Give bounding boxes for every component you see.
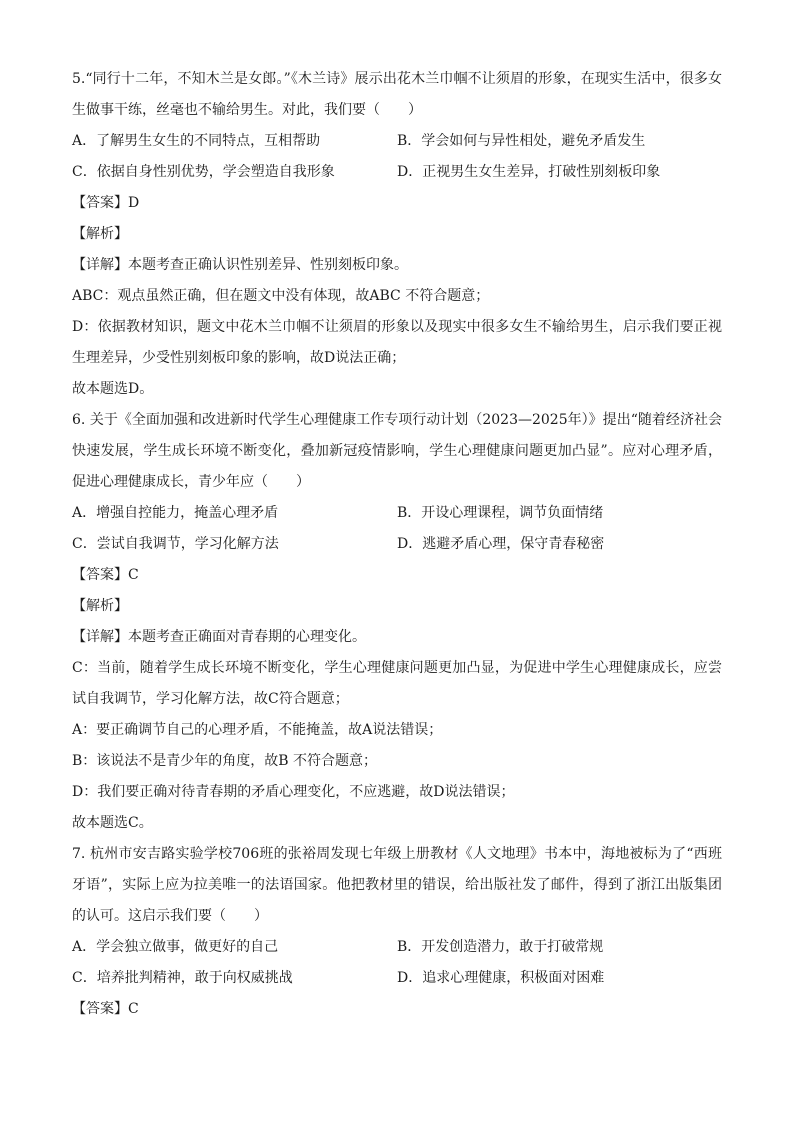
- explanation-line: ABC：观点虽然正确，但在题文中没有体现，故ABC 不符合题意；: [72, 288, 490, 304]
- question-6-stem: 6. 关于《全面加强和改进新时代学生心理健康工作专项行动计划（2023—2025年）》提出“随着经济社会快速发展，学生成长环境不断变化，叠加新冠疫情影响，学生心理健康问题更加凸显”。应对心理矛盾，促进心理健康成长，青少年应（ ）: [72, 412, 722, 490]
- question-6: [72, 405, 722, 839]
- option-c: C．依据自身性别优势，学会塑造自我形象: [72, 164, 335, 180]
- analysis-label: 【解析】: [72, 598, 128, 614]
- detail: 【详解】本题考查正确面对青春期的心理变化。: [72, 629, 366, 645]
- option-a: A．学会独立做事，做更好的自己: [72, 939, 279, 955]
- explanation-line: D：依据教材知识，题文中花木兰巾帼不让须眉的形象以及现实中很多女生不输给男生，启示我们要正视生理差异，少受性别刻板印象的影响，故D说法正确；: [72, 319, 722, 366]
- option-a: A．增强自控能力，掩盖心理矛盾: [72, 505, 279, 521]
- option-a: A．了解男生女生的不同特点，互相帮助: [72, 133, 321, 149]
- question-5: [72, 64, 722, 405]
- answer: 【答案】D: [72, 195, 140, 211]
- answer: 【答案】C: [72, 567, 139, 583]
- question-7-options: [72, 932, 722, 994]
- analysis-label: 【解析】: [72, 226, 128, 242]
- question-5-stem: 5.“同行十二年，不知木兰是女郎。”《木兰诗》展示出花木兰巾帼不让须眉的形象，在现实生活中，很多女生做事干练，丝毫也不输给男生。对此，我们要（ ）: [72, 71, 722, 118]
- option-d: D．正视男生女生差异，打破性别刻板印象: [397, 164, 661, 180]
- question-7: [72, 839, 722, 1025]
- option-b: B．学会如何与异性相处，避免矛盾发生: [397, 133, 646, 149]
- document-page: [72, 64, 722, 1025]
- question-7-stem: 7. 杭州市安吉路实验学校706班的张裕周发现七年级上册教材《人文地理》书本中，海地被标为了“西班牙语”，实际上应为拉美唯一的法语国家。他把教材里的错误，给出版社发了邮件，得到了浙江出版集团的认可。这启示我们要（ ）: [72, 846, 722, 924]
- conclusion-line: 故本题选C。: [72, 815, 153, 831]
- question-5-options: [72, 126, 722, 188]
- option-c: C．尝试自我调节，学习化解方法: [72, 536, 279, 552]
- option-d: D．逃避矛盾心理，保守青春秘密: [397, 536, 605, 552]
- answer: 【答案】C: [72, 1001, 139, 1017]
- detail: 【详解】本题考查正确认识性别差异、性别刻板印象。: [72, 257, 408, 273]
- explanation-line: D：我们要正确对待青春期的矛盾心理变化，不应逃避，故D说法错误；: [72, 784, 515, 800]
- explanation-line: B：该说法不是青少年的角度，故B 不符合题意；: [72, 753, 378, 769]
- option-b: B．开发创造潜力，敢于打破常规: [397, 939, 604, 955]
- conclusion-line: 故本题选D。: [72, 381, 154, 397]
- option-c: C．培养批判精神，敢于向权威挑战: [72, 970, 293, 986]
- question-6-options: [72, 498, 722, 560]
- explanation-line: C：当前，随着学生成长环境不断变化，学生心理健康问题更加凸显，为促进中学生心理健康成长，应尝试自我调节，学习化解方法，故C符合题意；: [72, 660, 722, 707]
- option-d: D．追求心理健康，积极面对困难: [397, 970, 605, 986]
- option-b: B．开设心理课程，调节负面情绪: [397, 505, 604, 521]
- explanation-line: A：要正确调节自己的心理矛盾，不能掩盖，故A说法错误；: [72, 722, 443, 738]
